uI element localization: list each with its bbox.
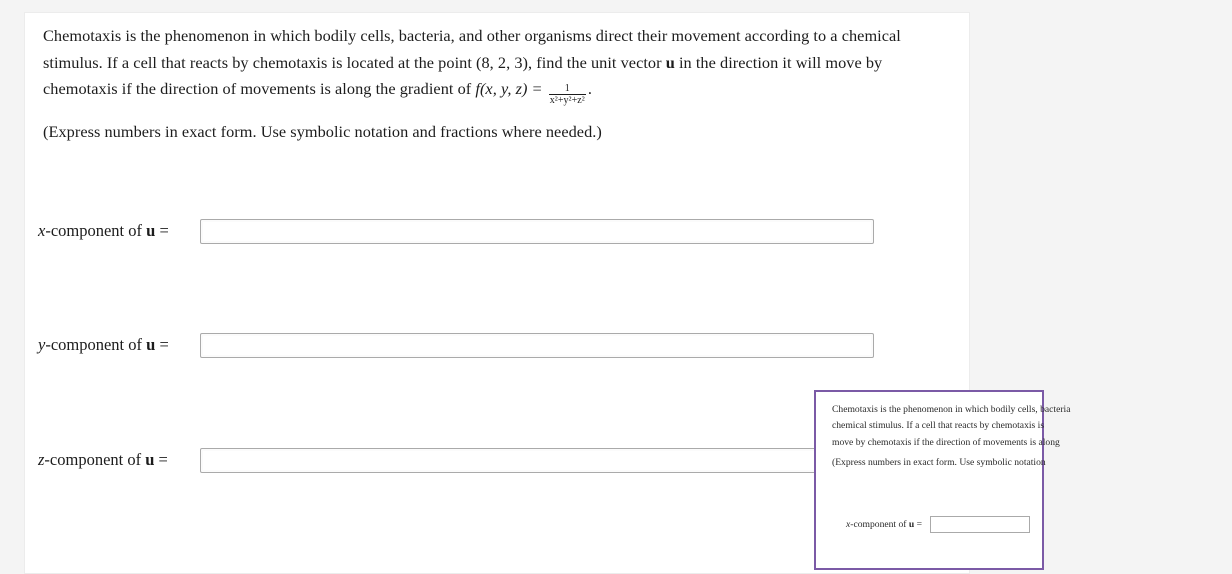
- x-component-label: x-component of u =: [38, 221, 169, 240]
- y-component-label: y-component of u =: [38, 335, 169, 354]
- fraction: $\frac{1}{\text{x²+y²+z²}}$: [549, 83, 585, 106]
- question-text: [43, 23, 958, 146]
- thumbnail-x-component-label: x-component of u =: [846, 519, 923, 530]
- x-component-row: [38, 216, 874, 246]
- y-component-input[interactable]: [200, 333, 874, 358]
- y-component-row: [38, 330, 874, 360]
- thumbnail-x-component-row: [846, 516, 1030, 533]
- thumbnail-text: Chemotaxis is the phenomenon in which bodily cells, bacteria chemical stimulus. If a cell that reacts by chemotaxis is move by chemotaxis if the direction of movements is along (Express numbers in exact form. Use symbolic notation: [832, 404, 1071, 468]
- thumbnail-x-component-input: [930, 516, 1030, 533]
- question-paragraph: Chemotaxis is the phenomenon in which bodily cells, bacteria, and other organisms direct their movement according to a chemical stimulus. If a cell that reacts by chemotaxis is located at the point (8, 2, 3), find the unit vector u in the direction it will move by chemotaxis if the direction of movements is along the gradient of f(x, y, z) = $\frac{1}{\text{x²+y²+z²}}$ .: [43, 26, 901, 106]
- instructions: (Express numbers in exact form. Use symbolic notation and fractions where needed.): [43, 122, 602, 141]
- page-thumbnail-preview[interactable]: [814, 390, 1071, 570]
- z-component-label: z-component of u =: [38, 450, 168, 469]
- z-component-input[interactable]: [200, 448, 874, 473]
- z-component-row: [38, 445, 874, 475]
- x-component-input[interactable]: [200, 219, 874, 244]
